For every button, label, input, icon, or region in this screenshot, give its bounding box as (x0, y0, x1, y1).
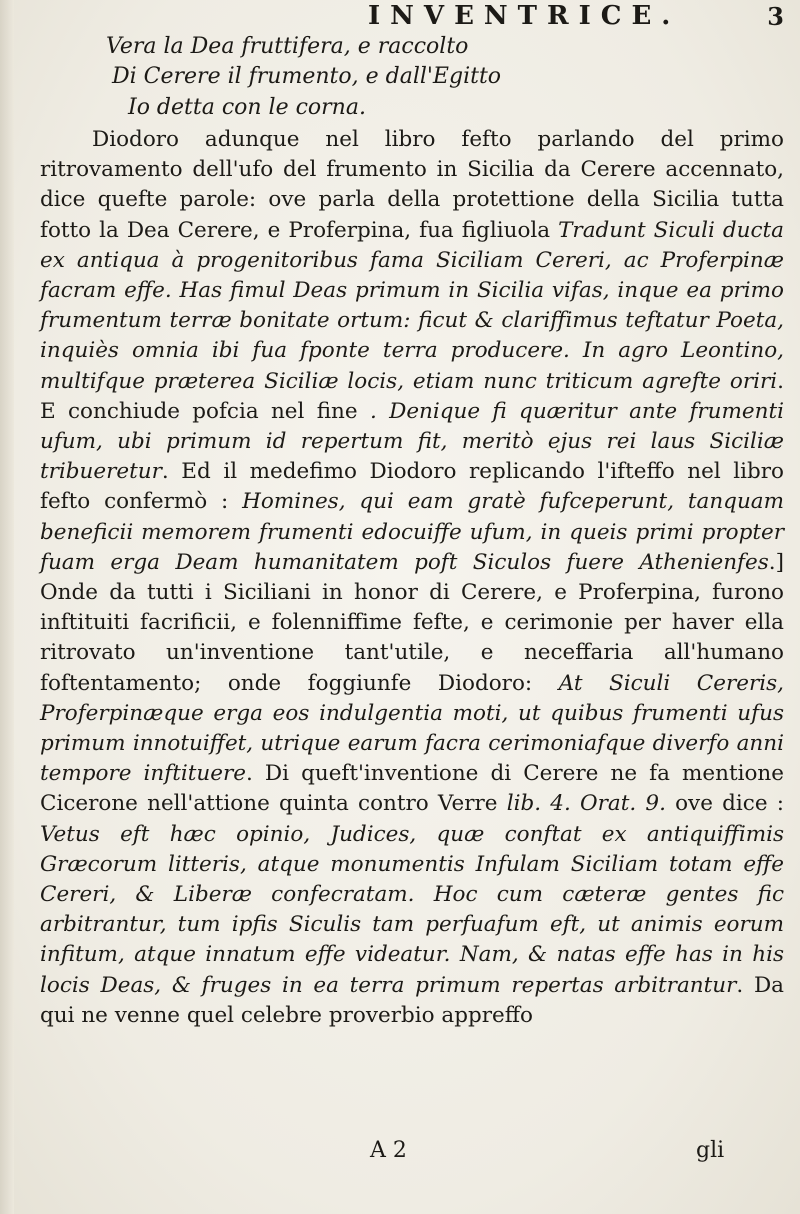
catchword: gli (696, 1138, 725, 1163)
body-text-6: ove dice : (665, 791, 784, 817)
latin-quote-3: Homines, qui eam gratè fufceperunt, tanquam beneficii memorem frumenti edocuiffe ufum, in queis primi propter fuam erga Deam humanitatem poft Siculos fuere Athenienfes (40, 489, 784, 575)
body-text-3: . Ed il medefimo Diodoro replicando l'ifteffo nel libro fefto confermò : (40, 459, 784, 515)
body-text-1: Diodoro adunque nel libro fefto parlando del primo ritrovamento dell'ufo del frumento in Sicilia da Cerere accennato, dice quefte parole: ove parla della protettione della Sicilia tutta fotto la Dea Cerere, e Proferpina, fua figliuola (40, 127, 784, 243)
page-number: 3 (767, 2, 784, 31)
body-paragraph (40, 125, 784, 1031)
page-header (250, 0, 790, 34)
latin-quote-2: . Denique fi quæritur ante frumenti ufum, ubi primum id repertum fit, meritò ejus rei laus Siciliæ tribueretur (40, 398, 784, 485)
body-text-7: . Da qui ne venne quel celebre proverbio appreffo (40, 972, 785, 1028)
body-text-4: .] Onde da tutti i Siciliani in honor di Cerere, e Proferpina, furono inftituiti facrificii, e folenniffime fefte, e cerimonie per haver ella ritrovato un'inventione tant'utile, e neceffaria all'humano foftentamento; onde foggiunfe Diodoro: (40, 549, 784, 696)
latin-quote-4: At Siculi Cereris, Proferpinæque erga eos indulgentia moti, ut quibus frumenti ufus primum innotuiffet, utrique earum facra cerimoniafque diverfo anni tempore inftituere (40, 670, 784, 787)
running-head: INVENTRICE. (368, 1, 681, 31)
latin-quote-1: Tradunt Siculi ducta ex antiqua à progenitoribus fama Siciliam Cereri, ac Proferpinæ facram effe. Has fimul Deas primum in Sicilia vifas, inque ea primo frumentum terræ bonitate ortum: ficut & clariffimus teftatur Poeta, inquiès omnia ibi fua fponte terra producere. In agro Leontino, multifque præterea Siciliæ locis, etiam nunc triticum agrefte oriri (40, 217, 784, 394)
body-text-5: . Di queft'inventione di Cerere ne fa mentione Cicerone nell'attione quinta contro Verre (40, 761, 784, 817)
verse-line-3: Io detta con le corna. (128, 95, 366, 120)
latin-quote-5: Vetus eft hæc opinio, Judices, quæ conftat ex antiquiffimis Græcorum litteris, atque monumentis Infulam Siciliam totam effe Cereri, & Liberæ confecratam. Hoc cum cæteræ gentes fic arbitrantur, tum ipfis Siculis tam perfuafum eft, ut animis eorum infitum, atque innatum effe videatur. Nam, & natas effe has in his locis Deas, & fruges in ea terra primum repertas arbitrantur (40, 821, 784, 998)
body-text-2: . E conchiude pofcia nel fine (40, 368, 784, 424)
page-gutter (0, 0, 14, 1214)
page-footer (0, 1138, 800, 1198)
signature-mark: A 2 (370, 1138, 407, 1163)
verse-line-1: Vera la Dea fruttifera, e raccolto (106, 34, 469, 59)
verse-line-2: Di Cerere il frumento, e dall'Egitto (112, 64, 502, 89)
citation-reference: lib. 4. Orat. 9. (506, 791, 666, 817)
